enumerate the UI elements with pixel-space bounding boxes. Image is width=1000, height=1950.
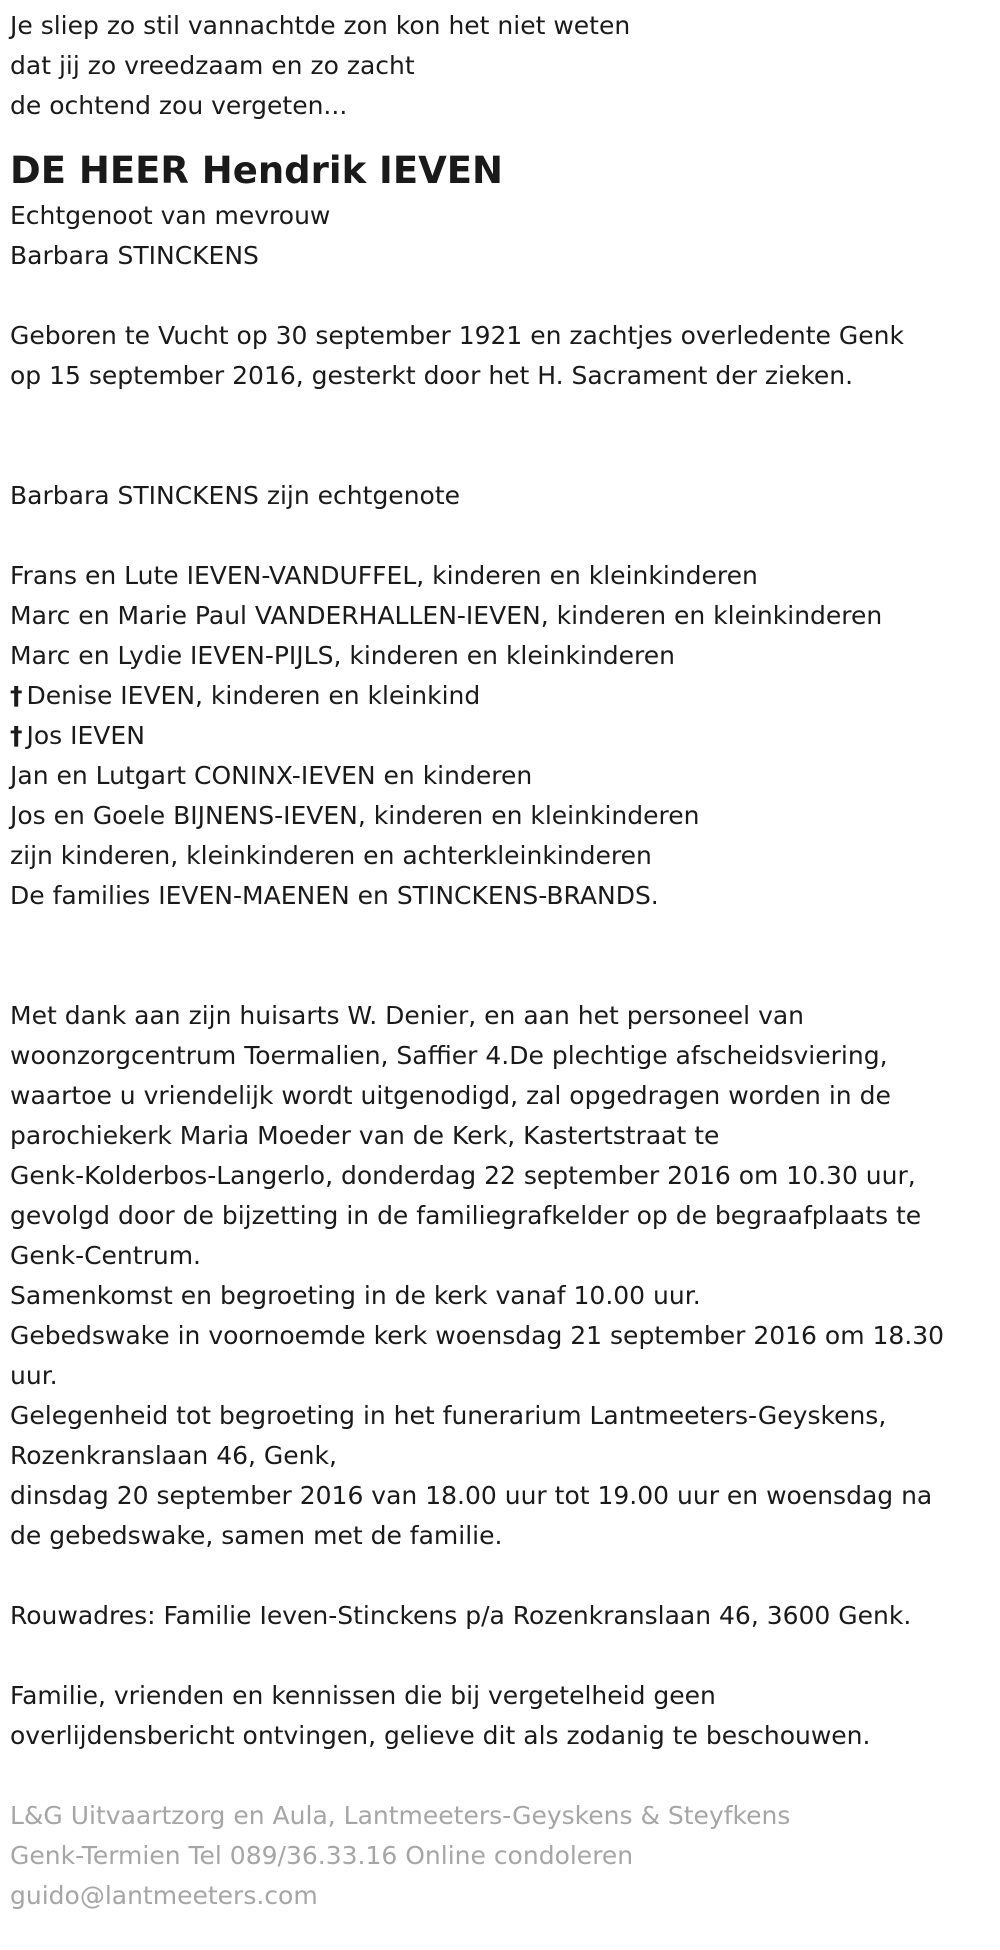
ceremony-info — [10, 996, 990, 1556]
ceremony-line: Met dank aan zijn huisarts W. Denier, en aan het personeel van — [10, 1001, 805, 1030]
cross-icon: † — [10, 721, 23, 750]
family-member-text: Denise IEVEN, kinderen en kleinkind — [26, 681, 481, 710]
family-member: Marc en Lydie IEVEN-PIJLS, kinderen en kleinkinderen — [10, 641, 676, 670]
birth-death-info — [10, 316, 990, 396]
poem-line: Je sliep zo stil vannachtde zon kon het niet weten — [10, 11, 631, 40]
footer-email: guido@lantmeeters.com — [10, 1881, 318, 1910]
footer-line: L&G Uitvaartzorg en Aula, Lantmeeters-Geyskens & Steyfkens — [10, 1801, 791, 1830]
ceremony-line: dinsdag 20 september 2016 van 18.00 uur tot 19.00 uur en woensdag na — [10, 1481, 933, 1510]
poem-line: dat jij zo vreedzaam en zo zacht — [10, 51, 415, 80]
family-member: Jan en Lutgart CONINX-IEVEN en kinderen — [10, 761, 533, 790]
ceremony-line: Samenkomst en begroeting in de kerk vanaf 10.00 uur. — [10, 1281, 701, 1310]
notice — [10, 1676, 990, 1756]
ceremony-line: de gebedswake, samen met de familie. — [10, 1521, 503, 1550]
ceremony-line: woonzorgcentrum Toermalien, Saffier 4.De plechtige afscheidsviering, — [10, 1041, 888, 1070]
mourning-address: Rouwadres: Familie Ieven-Stinckens p/a Rozenkranslaan 46, 3600 Genk. — [10, 1601, 912, 1630]
family-member-deceased — [10, 676, 990, 716]
family-member: Frans en Lute IEVEN-VANDUFFEL, kinderen en kleinkinderen — [10, 561, 758, 590]
family-list — [10, 556, 990, 916]
family-member: zijn kinderen, kleinkinderen en achterkleinkinderen — [10, 841, 652, 870]
cross-icon: † — [10, 681, 23, 710]
notice-line: Familie, vrienden en kennissen die bij vergetelheid geen — [10, 1681, 716, 1710]
notice-line: overlijdensbericht ontvingen, gelieve dit als zodanig te beschouwen. — [10, 1721, 871, 1750]
funeral-home-footer — [10, 1796, 990, 1916]
poem — [10, 6, 990, 126]
ceremony-line: Genk-Kolderbos-Langerlo, donderdag 22 september 2016 om 10.30 uur, — [10, 1161, 916, 1190]
birth-death-line: op 15 september 2016, gesterkt door het H. Sacrament der zieken. — [10, 361, 854, 390]
family-member-deceased — [10, 716, 990, 756]
ceremony-line: Gebedswake in voornoemde kerk woensdag 21 september 2016 om 18.30 — [10, 1321, 945, 1350]
ceremony-line: waartoe u vriendelijk wordt uitgenodigd, zal opgedragen worden in de — [10, 1081, 891, 1110]
family-member: Jos en Goele BIJNENS-IEVEN, kinderen en kleinkinderen — [10, 801, 700, 830]
ceremony-line: Gelegenheid tot begroeting in het funerarium Lantmeeters-Geyskens, — [10, 1401, 887, 1430]
ceremony-line: Genk-Centrum. — [10, 1241, 202, 1270]
footer-line: Genk-Termien Tel 089/36.33.16 Online condoleren — [10, 1841, 634, 1870]
ceremony-line: uur. — [10, 1361, 58, 1390]
family-member: De families IEVEN-MAENEN en STINCKENS-BRANDS. — [10, 881, 659, 910]
poem-line: de ochtend zou vergeten... — [10, 91, 348, 120]
ceremony-line: gevolgd door de bijzetting in de familiegrafkelder op de begraafplaats te — [10, 1201, 922, 1230]
birth-death-line: Geboren te Vucht op 30 september 1921 en zachtjes overledente Genk — [10, 321, 904, 350]
ceremony-line: parochiekerk Maria Moeder van de Kerk, Kastertstraat te — [10, 1121, 720, 1150]
family-member-text: Jos IEVEN — [26, 721, 145, 750]
spouse-line: Echtgenoot van mevrouw — [10, 201, 331, 230]
spouse-mourner: Barbara STINCKENS zijn echtgenote — [10, 481, 461, 510]
deceased-name: DE HEER Hendrik IEVEN — [10, 149, 503, 192]
ceremony-line: Rozenkranslaan 46, Genk, — [10, 1441, 337, 1470]
spouse-line: Barbara STINCKENS — [10, 241, 259, 270]
spouse-info — [10, 196, 990, 276]
family-member: Marc en Marie Paul VANDERHALLEN-IEVEN, kinderen en kleinkinderen — [10, 601, 883, 630]
